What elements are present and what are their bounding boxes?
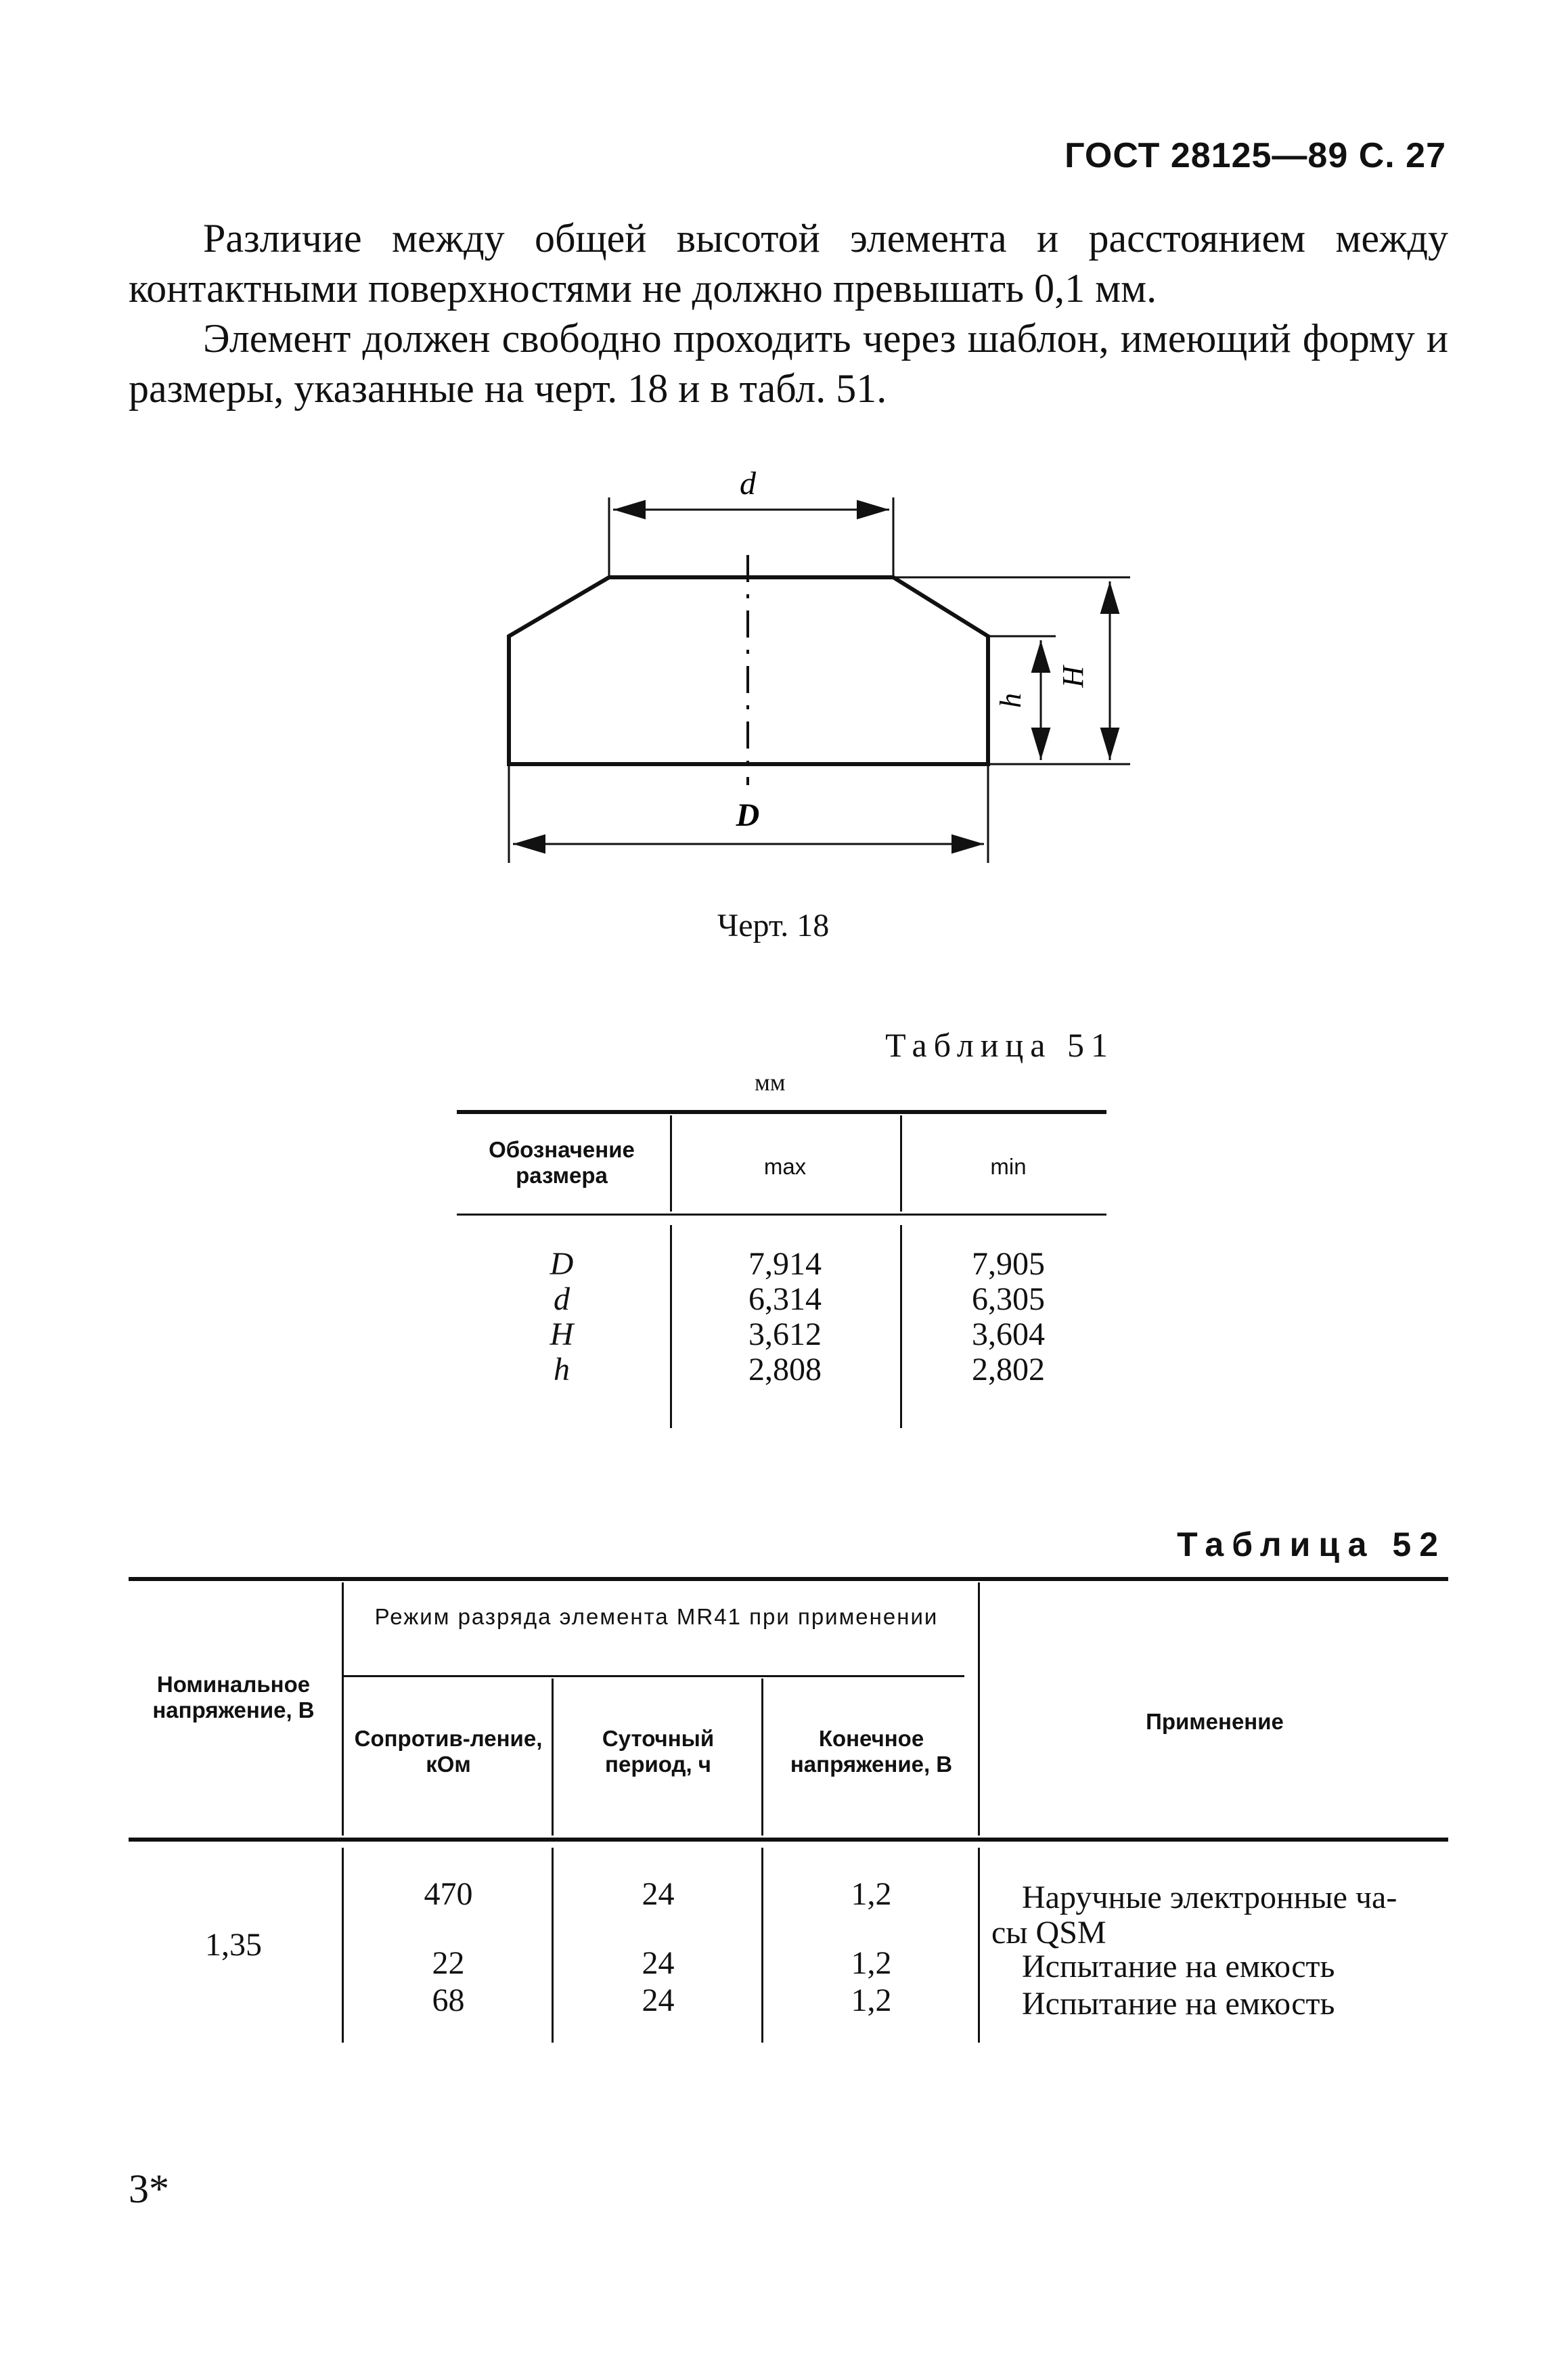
table52-period-3: 24 [642, 1982, 675, 2018]
table51-caption: Таблица 51 [885, 1026, 1115, 1064]
table51-cell: 3,612 [748, 1316, 822, 1352]
table52-nominal-value: 1,35 [205, 1927, 262, 1963]
table51-col-max [677, 1247, 893, 1387]
table51-col-designation [460, 1247, 663, 1387]
paragraph-2: Элемент должен свободно проходить через шаблон, имеющий форму и размеры, указанные на черт. 18 и в табл. 51. [129, 316, 1448, 411]
table51-header-min: min [990, 1154, 1027, 1179]
table51-cell: d [554, 1281, 570, 1317]
table52-header-rule [129, 1838, 1448, 1842]
label-D: D [736, 797, 760, 833]
table51-header-designation: Обозначение размера [489, 1137, 635, 1188]
table52-group-rule [342, 1675, 964, 1677]
table51-header-rule [457, 1214, 1106, 1216]
label-H: H [1056, 666, 1090, 688]
table51-vline-2 [900, 1115, 902, 1212]
table52-caption: Таблица 52 [1177, 1526, 1446, 1563]
document-header: ГОСТ 28125—89 С. 27 [1065, 136, 1446, 175]
table51-col-min [907, 1247, 1110, 1387]
table52-header-resistance: Сопротив-ление, кОм [354, 1726, 543, 1777]
table51-cell: 3,604 [972, 1316, 1045, 1352]
table52-header-application: Применение [1146, 1709, 1284, 1734]
table52-vline-3 [761, 1679, 763, 1836]
table52-vline-2 [552, 1679, 554, 1836]
table52-final-voltage-2: 1,2 [851, 1945, 892, 1981]
paragraph-1: Различие между общей высотой элемента и расстоянием между контактными поверхностями не должно превышать 0,1 мм. [129, 216, 1448, 311]
table52-vline-7 [761, 1848, 763, 2043]
table52-header-nominal: Номинальное напряжение, В [152, 1672, 315, 1722]
table51-cell: 2,808 [748, 1352, 822, 1387]
label-h: h [994, 693, 1027, 708]
table52-top-rule [129, 1577, 1448, 1581]
table52-final-voltage-1: 1,2 [851, 1876, 892, 1912]
table51-cell: h [554, 1352, 570, 1387]
table51-cell: 7,905 [972, 1246, 1045, 1282]
table52-header-group: Режим разряда элемента MR41 при применении [374, 1604, 939, 1629]
table51-cell: 7,914 [748, 1246, 822, 1282]
table51-unit: мм [755, 1069, 786, 1096]
table52-application-3: Испытание на емкость [1022, 1986, 1335, 2022]
label-d: d [740, 467, 756, 502]
table52-vline-5 [342, 1848, 344, 2043]
body-text [129, 213, 1448, 414]
table51-cell: 6,305 [972, 1281, 1045, 1317]
table52-vline-4 [978, 1582, 980, 1836]
drawing-caption: Черт. 18 [717, 908, 830, 943]
table52-vline-8 [978, 1848, 980, 2043]
table52-header-final-voltage: Конечное напряжение, В [790, 1726, 953, 1777]
table51-vline-3 [670, 1225, 672, 1428]
table51-cell: 2,802 [972, 1352, 1045, 1387]
page-footnote-mark: 3* [129, 2166, 169, 2211]
table51-vline-1 [670, 1115, 672, 1212]
drawing-18 [474, 467, 1184, 900]
table52-header-period: Суточный период, ч [602, 1726, 715, 1777]
table51-header-max: max [763, 1154, 807, 1179]
table52-resistance-1: 470 [424, 1876, 473, 1912]
table52-final-voltage-3: 1,2 [851, 1982, 892, 2018]
table52-period-2: 24 [642, 1945, 675, 1981]
table52-resistance-3: 68 [432, 1982, 465, 2018]
table51-cell: H [550, 1316, 574, 1352]
table52-vline-6 [552, 1848, 554, 2043]
table51-vline-4 [900, 1225, 902, 1428]
table52-application-1b: сы QSM [991, 1915, 1106, 1951]
table52-period-1: 24 [642, 1876, 675, 1912]
table51-cell: D [550, 1246, 574, 1282]
table52-application-2: Испытание на емкость [1022, 1949, 1335, 1984]
table51-cell: 6,314 [748, 1281, 822, 1317]
table52-resistance-2: 22 [432, 1945, 465, 1981]
table51-top-rule [457, 1110, 1106, 1114]
table52-application-1a: Наручные электронные ча- [1022, 1880, 1397, 1915]
table52-vline-1 [342, 1582, 344, 1836]
